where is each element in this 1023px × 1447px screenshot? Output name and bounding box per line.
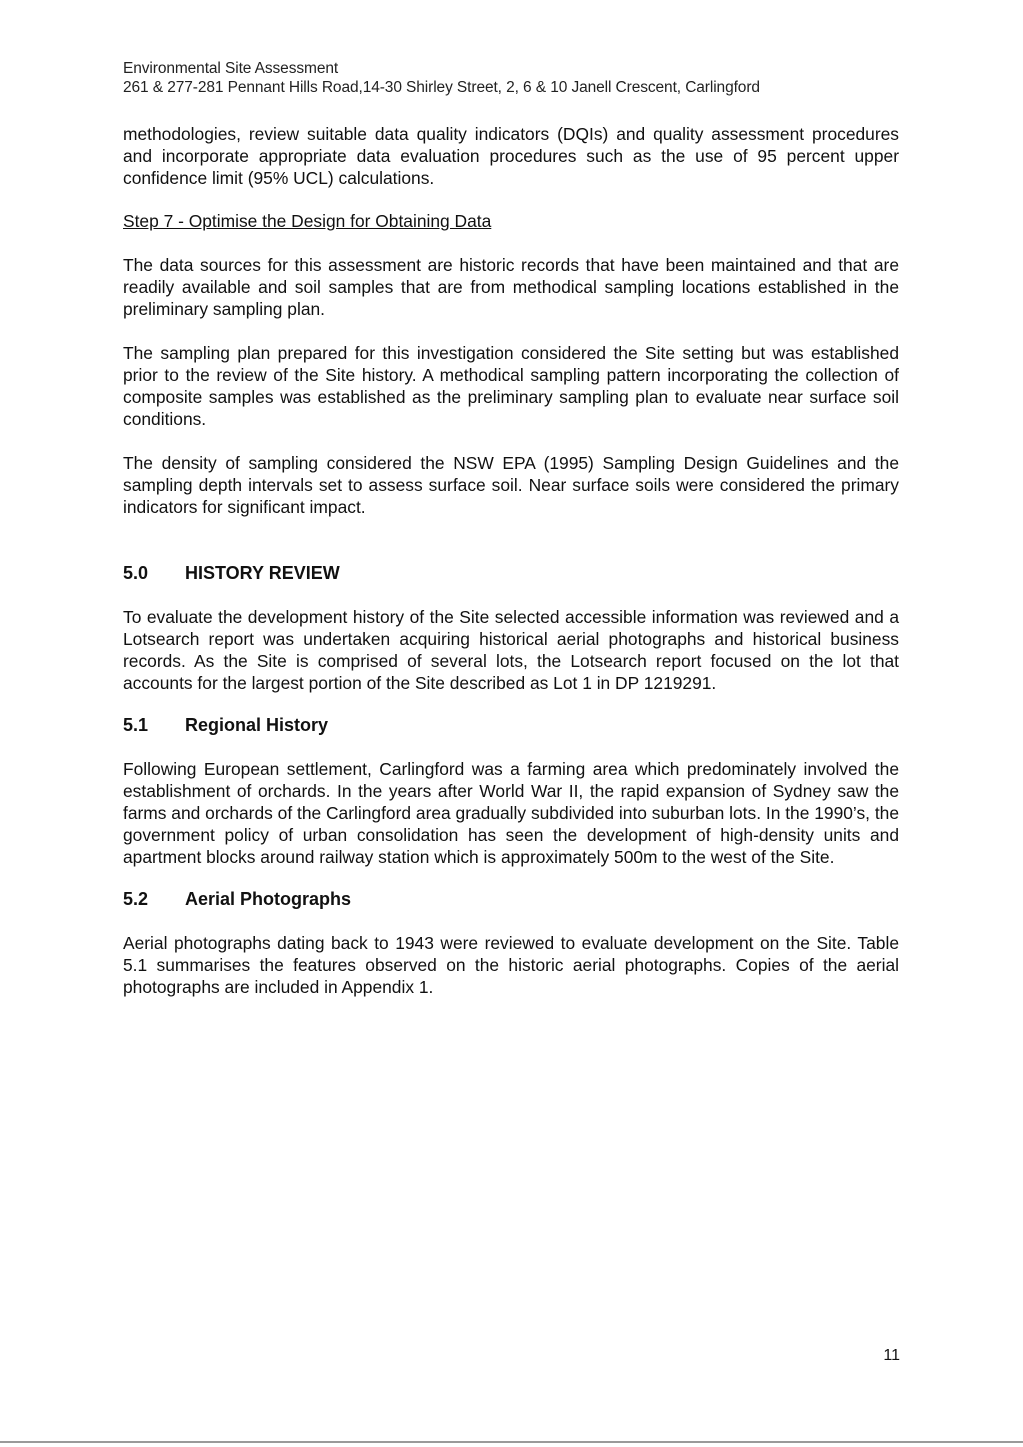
running-header bbox=[123, 59, 903, 97]
step-7-heading: Step 7 - Optimise the Design for Obtaining Data bbox=[123, 211, 492, 231]
section-title: Regional History bbox=[185, 715, 329, 735]
section-5-1-heading bbox=[123, 714, 899, 736]
intro-paragraph: methodologies, review suitable data quality indicators (DQIs) and quality assessment procedures and incorporate appropriate data evaluation procedures such as the use of 95 percent upper confidence limit (95% UCL) calculations. bbox=[123, 124, 899, 188]
section-number: 5.1 bbox=[123, 715, 149, 735]
aerial-photographs-paragraph: Aerial photographs dating back to 1943 were reviewed to evaluate development on the Site. Table 5.1 summarises the features observed on the historic aerial photographs. Copies of the aerial photographs are included in Appendix 1. bbox=[123, 933, 899, 997]
header-title: Environmental Site Assessment bbox=[123, 60, 339, 77]
page-bottom-divider bbox=[0, 1441, 1023, 1443]
section-5-2-heading bbox=[123, 888, 899, 910]
body-content bbox=[123, 123, 899, 998]
step-7-paragraph-2: The sampling plan prepared for this investigation considered the Site setting but was established prior to the review of the Site history. A methodical sampling pattern incorporating the collection of composite samples was established as the preliminary sampling plan to evaluate near surface soil conditions. bbox=[123, 343, 899, 429]
regional-history-paragraph: Following European settlement, Carlingford was a farming area which predominately involved the establishment of orchards. In the years after World War II, the rapid expansion of Sydney saw the farms and orchards of the Carlingford area gradually subdivided into suburban lots. In the 1990’s, the government policy of urban consolidation has seen the development of high-density units and apartment blocks around railway station which is approximately 500m to the west of the Site. bbox=[123, 759, 899, 867]
step-7-paragraph-3: The density of sampling considered the NSW EPA (1995) Sampling Design Guidelines and the sampling depth intervals set to assess surface soil. Near surface soils were considered the primary indicators for significant impact. bbox=[123, 453, 899, 517]
section-title: Aerial Photographs bbox=[185, 889, 352, 909]
section-number: 5.2 bbox=[123, 889, 149, 909]
section-number: 5.0 bbox=[123, 563, 149, 583]
step-7-paragraph-1: The data sources for this assessment are historic records that have been maintained and that are readily available and soil samples that are from methodical sampling locations established in the preliminary sampling plan. bbox=[123, 255, 899, 319]
section-title: HISTORY REVIEW bbox=[185, 563, 340, 583]
header-site-address: 261 & 277-281 Pennant Hills Road,14-30 Shirley Street, 2, 6 & 10 Janell Crescent, Carlingford bbox=[123, 79, 760, 96]
section-5-0-heading bbox=[123, 562, 899, 584]
history-review-paragraph: To evaluate the development history of the Site selected accessible information was reviewed and a Lotsearch report was undertaken acquiring historical aerial photographs and historical business records. As the Site is comprised of several lots, the Lotsearch report focused on the lot that accounts for the largest portion of the Site described as Lot 1 in DP 1219291. bbox=[123, 607, 899, 693]
page-number: 11 bbox=[883, 1347, 900, 1364]
